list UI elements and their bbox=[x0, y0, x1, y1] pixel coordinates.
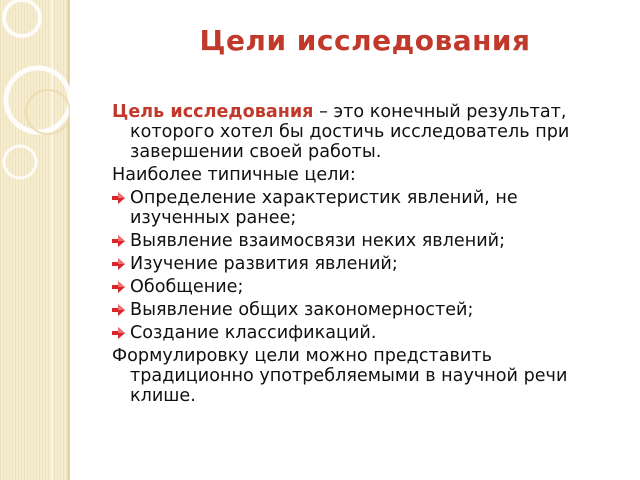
definition-text: – это конечный результат, которого хотел бы достичь исследователь при завершении своей работы. bbox=[130, 102, 570, 162]
red-arrow-bullet-icon bbox=[112, 304, 125, 316]
red-arrow-bullet-icon bbox=[112, 327, 125, 339]
list-item bbox=[112, 254, 617, 274]
slide-title: Цели исследования bbox=[199, 24, 531, 57]
definition-paragraph bbox=[112, 102, 617, 162]
slide-content bbox=[112, 102, 617, 409]
list-item bbox=[112, 323, 617, 343]
red-arrow-bullet-icon bbox=[112, 281, 125, 293]
decorative-side-panel bbox=[0, 0, 70, 480]
red-arrow-bullet-icon bbox=[112, 192, 125, 204]
goal-text: Выявление общих закономерностей; bbox=[130, 300, 474, 320]
goal-text: Изучение развития явлений; bbox=[130, 254, 398, 274]
definition-term: Цель исследования bbox=[112, 102, 314, 122]
list-item bbox=[112, 231, 617, 251]
intro-text: Наиболее типичные цели: bbox=[112, 165, 356, 185]
goals-list bbox=[112, 188, 617, 343]
closing-paragraph: Формулировку цели можно представить традиционно употребляемыми в научной речи клише. bbox=[112, 346, 568, 406]
goal-text: Определение характеристик явлений, не изученных ранее; bbox=[130, 188, 518, 228]
goal-text: Выявление взаимосвязи неких явлений; bbox=[130, 231, 506, 251]
goal-text: Создание классификаций. bbox=[130, 323, 377, 343]
list-item bbox=[112, 188, 617, 228]
list-item bbox=[112, 300, 617, 320]
red-arrow-bullet-icon bbox=[112, 235, 125, 247]
red-arrow-bullet-icon bbox=[112, 258, 125, 270]
list-item bbox=[112, 277, 617, 297]
goal-text: Обобщение; bbox=[130, 277, 244, 297]
